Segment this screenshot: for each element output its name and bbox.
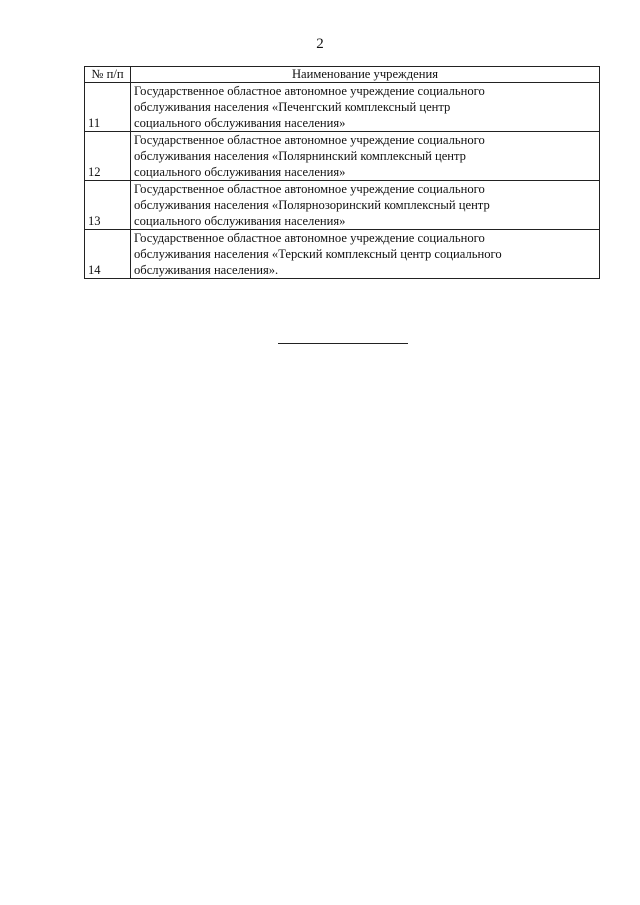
column-header-number: № п/п (85, 67, 131, 83)
institution-name-line: обслуживания населения «Полярнозоринский комплексный центр (134, 198, 490, 212)
table-row (85, 132, 600, 181)
institution-name-line: Государственное областное автономное учреждение социального (134, 133, 485, 147)
institution-name (131, 132, 600, 181)
row-number: 13 (85, 181, 131, 230)
institution-name-line: обслуживания населения «Терский комплексный центр социального (134, 247, 502, 261)
row-number: 11 (85, 83, 131, 132)
institution-name (131, 83, 600, 132)
table-row (85, 83, 600, 132)
table-row (85, 230, 600, 279)
institution-name-line: обслуживания населения». (134, 263, 279, 277)
institutions-table (84, 66, 600, 279)
institution-name-line: Государственное областное автономное учреждение социального (134, 231, 485, 245)
row-number: 14 (85, 230, 131, 279)
institution-name-line: социального обслуживания населения» (134, 165, 346, 179)
institution-name-line: Государственное областное автономное учреждение социального (134, 182, 485, 196)
table-header-row (85, 67, 600, 83)
institution-name (131, 230, 600, 279)
institution-name (131, 181, 600, 230)
closing-rule (278, 343, 408, 344)
institution-name-line: обслуживания населения «Печенгский комплексный центр (134, 100, 451, 114)
institution-name-line: социального обслуживания населения» (134, 214, 346, 228)
column-header-name: Наименование учреждения (131, 67, 600, 83)
institution-name-line: обслуживания населения «Полярнинский комплексный центр (134, 149, 466, 163)
page-number: 2 (316, 36, 324, 52)
row-number: 12 (85, 132, 131, 181)
institution-name-line: социального обслуживания населения» (134, 116, 346, 130)
institution-name-line: Государственное областное автономное учреждение социального (134, 84, 485, 98)
table-row (85, 181, 600, 230)
